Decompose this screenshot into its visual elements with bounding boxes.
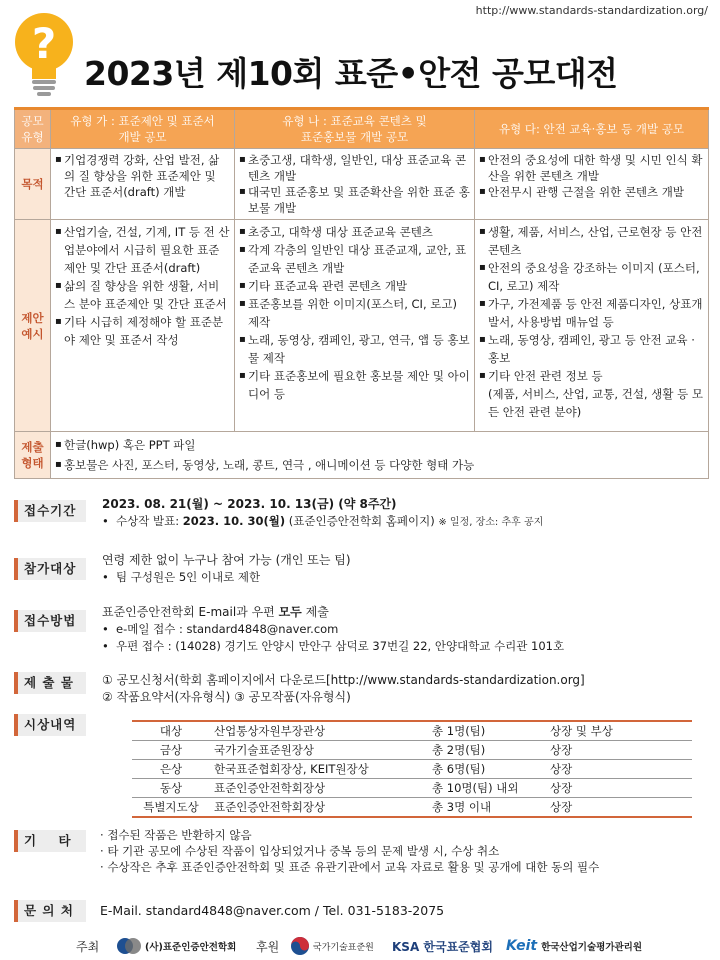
award-row: 특별지도상 표준인증안전학회장상 총 3명 이내 상장 xyxy=(132,798,692,818)
taegeuk-icon xyxy=(290,936,310,956)
footer xyxy=(0,936,720,960)
examples-type-c: ▪ 생활, 제품, 서비스, 산업, 근로현장 등 안전 콘텐츠 ▪ 안전의 중요성을 강조하는 이미지 (포스터, CI, 로고) 제작 ▪ 가구, 가전제품 등 안전 제품디자인, 상표개발서, 사용방법 매뉴얼 등 ▪ 노래, 동영상, 캠페인, 광고 등 안전 교육 · 홍보 ▪ 기타 안전 관련 정보 등 (제품, 서비스, 산업, 교통, 건설, 생활 등 모든 안전 관련 분야) xyxy=(475,220,709,432)
examples-row xyxy=(15,220,709,432)
host-label: 주최 xyxy=(76,940,100,954)
contact-label: 문 의 처 xyxy=(14,900,86,922)
method-main: 표준인증안전학회 E-mail과 우편 모두 제출 xyxy=(102,605,329,619)
purpose-type-c: ▪ 안전의 중요성에 대한 학생 및 시민 인식 확산을 위한 콘텐츠 개발 ▪ 안전무시 관행 근절을 위한 콘텐츠 개발 xyxy=(475,149,709,220)
award-row: 대상 산업통상자원부장관상 총 1명(팀) 상장 및 부상 xyxy=(132,721,692,741)
examples-type-a: ▪ 산업기술, 건설, 기계, IT 등 전 산업분야에서 시급히 필요한 표준제안 및 간단 표준서(draft) ▪ 삶의 질 향상을 위한 생활, 서비스 분야 표준제안 및 간단 표준서 ▪ 기타 시급히 제정해야 할 표준분야 제안 및 표준서 작성 xyxy=(51,220,235,432)
method-email: • e-메일 접수 : standard4848@naver.com xyxy=(102,622,339,636)
submit-format-cell: ▪ 한글(hwp) 혹은 PPT 파일 ▪ 홍보물은 사진, 포스터, 동영상, 노래, 콩트, 연극 , 애니메이션 등 다양한 형태 가능 xyxy=(51,432,709,479)
sponsor-ksa: KSA 한국표준협회 xyxy=(392,939,493,954)
method-label: 접수방법 xyxy=(14,610,86,632)
sponsor-keit: Keit 한국산업기술평가관리원 xyxy=(506,938,643,954)
examples-type-b: ▪ 초중고, 대학생 대상 표준교육 콘텐츠 ▪ 각계 각층의 일반인 대상 표준교재, 교안, 표준교육 콘텐츠 개발 ▪ 기타 표준교육 관련 콘텐츠 개발 ▪ 표준홍보를 위한 이미지(포스터, CI, 로고) 제작 ▪ 노래, 동영상, 캠페인, 광고, 연극, 앱 등 홍보물 제작 ▪ 기타 표준홍보에 필요한 홍보물 제안 및 아이디어 등 xyxy=(235,220,475,432)
examples-row-header: 제안 예시 xyxy=(15,220,51,432)
target-main: 연령 제한 없이 누구나 참여 가능 (개인 또는 팀) xyxy=(102,553,351,567)
contest-type-table xyxy=(14,107,709,479)
award-row: 동상 표준인증안전학회장상 총 10명(팀) 내외 상장 xyxy=(132,779,692,798)
period-sub: • 수상작 발표: 2023. 10. 30(월) (표준인증안전학회 홈페이지) ※ 일정, 장소: 추후 공지 xyxy=(102,514,544,528)
award-row: 금상 국가기술표준원장상 총 2명(팀) 상장 xyxy=(132,741,692,760)
etc-item: · 타 기관 공모에 수상된 작품이 입상되었거나 중복 등의 문제 발생 시, 수상 취소 xyxy=(100,844,500,858)
awards-label: 시상내역 xyxy=(14,714,86,736)
site-url[interactable]: http://www.standards-standardization.org/ xyxy=(475,4,708,17)
etc-item: · 수상작은 추후 표준인증안전학회 및 표준 유관기관에서 교육 자료로 활용 및 공개에 대한 동의 필수 xyxy=(100,860,600,874)
target-sub: • 팀 구성원은 5인 이내로 제한 xyxy=(102,570,261,584)
sponsor-kats: 국가기술표준원 xyxy=(290,936,374,956)
period-main: 2023. 08. 21(월) ~ 2023. 10. 13(금) (약 8주간) xyxy=(102,497,397,511)
submit-format-row xyxy=(15,432,709,479)
docs-line1: ① 공모신청서(학회 홈페이지에서 다운로드[http://www.standards-standardization.org] xyxy=(102,673,585,687)
purpose-row xyxy=(15,149,709,220)
svg-text:?: ? xyxy=(31,19,57,68)
award-row: 은상 한국표준협회장상, KEIT원장상 총 6명(팀) 상장 xyxy=(132,760,692,779)
docs-label: 제 출 물 xyxy=(14,672,86,694)
submit-format-header: 제출 형태 xyxy=(15,432,51,479)
type-a-header: 유형 가 : 표준제안 및 표준서 개발 공모 xyxy=(51,109,235,149)
type-b-header: 유형 나 : 표준교육 콘텐츠 및 표준홍보물 개발 공모 xyxy=(235,109,475,149)
docs-line2: ② 작품요약서(자유형식) ③ 공모작품(자유형식) xyxy=(102,690,351,704)
table-corner-header: 공모 유형 xyxy=(15,109,51,149)
period-note: ※ 일정, 장소: 추후 공지 xyxy=(438,517,544,528)
period-label: 접수기간 xyxy=(14,500,86,522)
target-label: 참가대상 xyxy=(14,558,86,580)
host-logo: (사)표준인증안전학회 xyxy=(116,936,236,956)
etc-item: · 접수된 작품은 반환하지 않음 xyxy=(100,828,252,842)
awards-table xyxy=(132,720,692,818)
purpose-row-header: 목적 xyxy=(15,149,51,220)
sponsor-label: 후원 xyxy=(256,940,280,954)
contact-text: E-Mail. standard4848@naver.com / Tel. 031-5183-2075 xyxy=(100,903,445,918)
method-post: • 우편 접수 : (14028) 경기도 안양시 만안구 삼덕로 37번길 22, 안양대학교 수리관 101호 xyxy=(102,639,565,653)
society-logo-icon xyxy=(116,937,142,955)
lightbulb-question-icon xyxy=(12,10,76,98)
type-c-header: 유형 다: 안전 교육·홍보 등 개발 공모 xyxy=(475,109,709,149)
page-title: 2023년 제10회 표준•안전 공모대전 xyxy=(84,54,618,93)
purpose-type-a: ▪ 기업경쟁력 강화, 산업 발전, 삶의 질 향상을 위한 표준제안 및 간단 표준서(draft) 개발 xyxy=(51,149,235,220)
etc-label: 기 타 xyxy=(14,830,86,852)
purpose-type-b: ▪ 초중고생, 대학생, 일반인, 대상 표준교육 콘텐츠 개발 ▪ 대국민 표준홍보 및 표준확산을 위한 표준 홍보물 개발 xyxy=(235,149,475,220)
